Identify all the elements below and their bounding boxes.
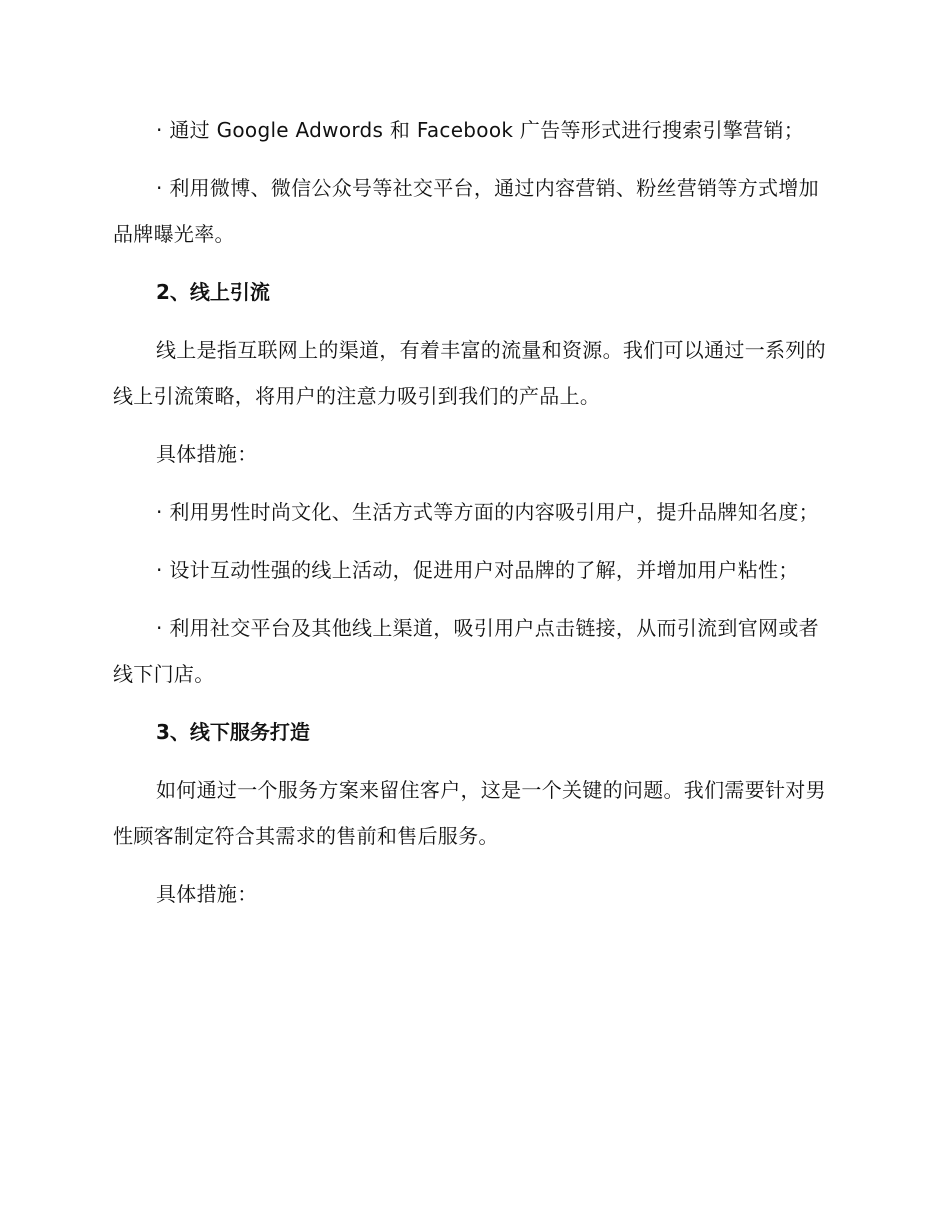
bullet-search-engine-marketing: · 通过 Google Adwords 和 Facebook 广告等形式进行搜索引擎营销；: [156, 118, 805, 142]
bullet-social-platform-exposure: · 利用微博、微信公众号等社交平台，通过内容营销、粉丝营销等方式增加品牌曝光率。: [113, 176, 819, 246]
document-body: [113, 107, 833, 929]
section-heading-offline-service: 3、线下服务打造: [156, 720, 310, 744]
bullet-interactive-activities: · 设计互动性强的线上活动，促进用户对品牌的了解，并增加用户粘性；: [156, 558, 799, 582]
measures-label: 具体措施：: [156, 442, 258, 466]
measures-label-2: 具体措施：: [156, 882, 258, 906]
paragraph-online-intro: 线上是指互联网上的渠道，有着丰富的流量和资源。我们可以通过一系列的线上引流策略，将用户的注意力吸引到我们的产品上。: [113, 338, 826, 408]
paragraph-service-intro: 如何通过一个服务方案来留住客户，这是一个关键的问题。我们需要针对男性顾客制定符合其需求的售前和售后服务。: [113, 778, 826, 848]
section-heading-online-traffic: 2、线上引流: [156, 280, 270, 304]
bullet-social-link-traffic: · 利用社交平台及其他线上渠道，吸引用户点击链接，从而引流到官网或者线下门店。: [113, 616, 819, 686]
bullet-content-attraction: · 利用男性时尚文化、生活方式等方面的内容吸引用户，提升品牌知名度；: [156, 500, 819, 524]
